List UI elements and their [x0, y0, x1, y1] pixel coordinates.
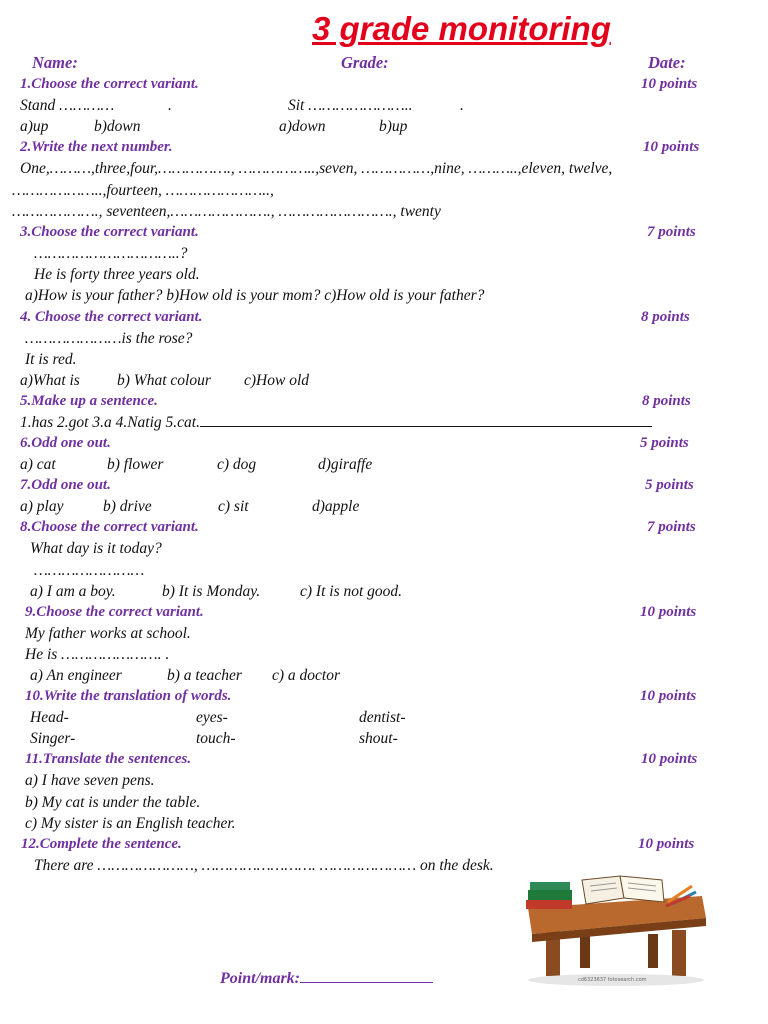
word-item: dentist- — [359, 709, 406, 726]
option: a)up — [20, 118, 49, 135]
question-points: 8 points — [642, 393, 691, 409]
option: b) flower — [107, 456, 164, 473]
question-line: What day is it today? — [30, 540, 162, 557]
name-label: Name: — [32, 53, 78, 72]
page-title: 3 grade monitoring — [312, 10, 611, 47]
date-label: Date: — [648, 53, 686, 72]
option: a) cat — [20, 456, 56, 473]
option: b)up — [379, 118, 408, 135]
word-item: Singer- — [30, 730, 76, 747]
question-line: It is red. — [25, 351, 77, 368]
question-line: . — [168, 97, 172, 114]
question-line: One,………,three,four,……………., ……………..,seven, ……………,nine, ………..,eleven, twelve, — [20, 160, 613, 177]
question-line: ………………..,fourteen, ………………….., — [12, 182, 274, 199]
question-line: …………………… — [34, 562, 145, 579]
option: d)giraffe — [318, 456, 373, 473]
question-line: He is …………………. . — [25, 646, 170, 663]
question-line — [20, 414, 652, 432]
question-line: a)How is your father? b)How old is your mom? c)How old is your father? — [25, 287, 485, 304]
question-title: 9.Choose the correct variant. — [25, 604, 204, 620]
question-title: 10.Write the translation of words. — [25, 688, 232, 704]
question-points: 7 points — [647, 224, 696, 240]
word-item: eyes- — [196, 709, 228, 726]
option: a) I am a boy. — [30, 583, 116, 600]
question-points: 5 points — [640, 435, 689, 451]
question-line: …………………is the rose? — [25, 330, 193, 347]
question-points: 10 points — [643, 139, 700, 155]
point-mark-label: Point/mark: — [220, 970, 301, 987]
question-title: 3.Choose the correct variant. — [20, 224, 199, 240]
option: b) a teacher — [167, 667, 242, 684]
option: c) sit — [218, 498, 249, 515]
image-caption: cd6323637 fotosearch.com — [578, 977, 647, 983]
grade-label: Grade: — [341, 53, 389, 72]
option: a)down — [279, 118, 326, 135]
question-points: 10 points — [640, 688, 697, 704]
point-mark — [220, 970, 433, 988]
question-points: 7 points — [647, 519, 696, 535]
question-title: 2.Write the next number. — [20, 139, 173, 155]
option: a) An engineer — [30, 667, 122, 684]
option: c) dog — [217, 456, 257, 473]
question-points: 8 points — [641, 309, 690, 325]
word-item: touch- — [196, 730, 236, 747]
question-line: Sit ………………….. — [288, 97, 413, 114]
option: b)down — [94, 118, 141, 135]
question-title: 12.Complete the sentence. — [21, 836, 182, 852]
option: b) What colour — [117, 372, 211, 389]
question-line: …………………………..? — [34, 245, 188, 262]
question-line-text: 1.has 2.got 3.a 4.Natig 5.cat. — [20, 414, 200, 431]
desk-icon — [520, 872, 710, 990]
option: b) drive — [103, 498, 152, 515]
option: a) play — [20, 498, 64, 515]
question-points: 5 points — [645, 477, 694, 493]
question-points: 10 points — [638, 836, 695, 852]
question-title: 7.Odd one out. — [20, 477, 111, 493]
option: a)What is — [20, 372, 80, 389]
question-title: 11.Translate the sentences. — [25, 751, 192, 767]
question-title: 4. Choose the correct variant. — [20, 309, 203, 325]
question-line: There are …………………, ……………………. ………………… on the desk. — [34, 857, 494, 874]
option: b) It is Monday. — [162, 583, 261, 600]
question-line: ………………., seventeen,…………………., ……………………., twenty — [12, 203, 441, 220]
option: c)How old — [244, 372, 310, 389]
option: c) It is not good. — [300, 583, 403, 600]
question-title: 6.Odd one out. — [20, 435, 111, 451]
question-line: . — [460, 97, 464, 114]
option: d)apple — [312, 498, 360, 515]
sentence-item: a) I have seven pens. — [25, 772, 155, 789]
question-line: Stand ………… — [20, 97, 115, 114]
question-points: 10 points — [640, 604, 697, 620]
word-item: shout- — [359, 730, 398, 747]
question-title: 8.Choose the correct variant. — [20, 519, 199, 535]
question-title: 5.Make up a sentence. — [20, 393, 158, 409]
question-points: 10 points — [641, 751, 698, 767]
sentence-item: c) My sister is an English teacher. — [25, 815, 236, 832]
answer-line[interactable] — [200, 426, 652, 427]
point-mark-line[interactable] — [300, 982, 433, 983]
question-line: My father works at school. — [25, 625, 191, 642]
word-item: Head- — [30, 709, 69, 726]
option: c) a doctor — [272, 667, 341, 684]
question-line: He is forty three years old. — [34, 266, 200, 283]
desk-illustration — [520, 872, 710, 990]
question-points: 10 points — [641, 76, 698, 92]
question-title: 1.Choose the correct variant. — [20, 76, 199, 92]
sentence-item: b) My cat is under the table. — [25, 794, 201, 811]
